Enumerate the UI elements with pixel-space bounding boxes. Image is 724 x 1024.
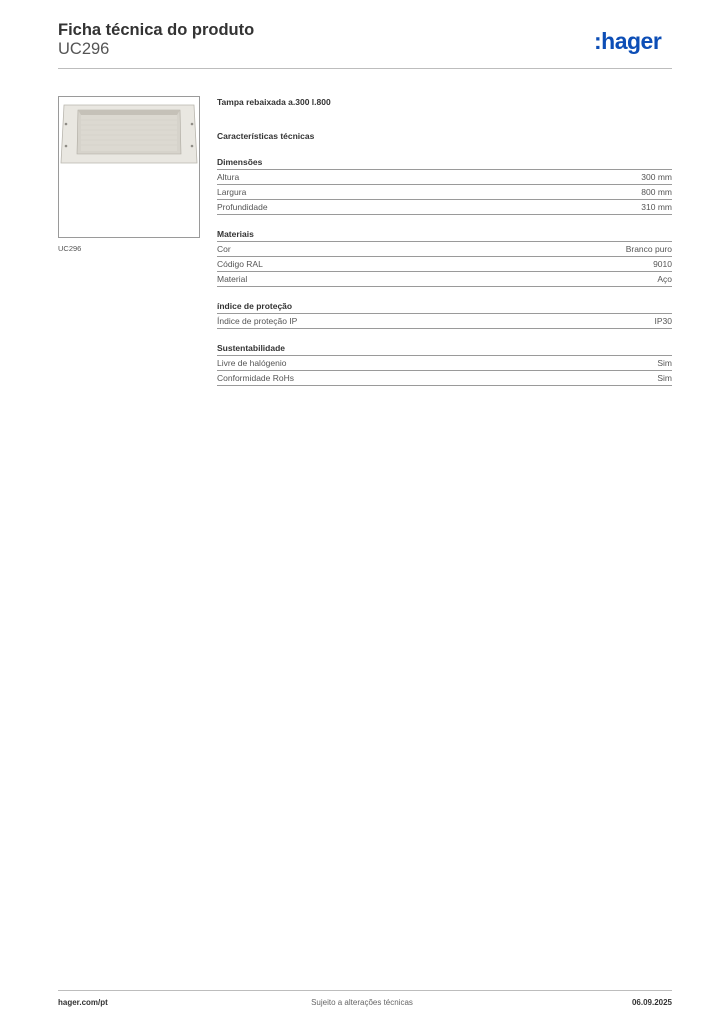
spec-label: Livre de halógenio xyxy=(217,358,287,368)
recessed-cover-illustration xyxy=(59,97,199,237)
footer-divider xyxy=(58,990,672,991)
product-code-heading: UC296 xyxy=(58,40,110,58)
spec-label: Profundidade xyxy=(217,202,268,212)
spec-value: 300 mm xyxy=(641,172,672,182)
spec-label: Código RAL xyxy=(217,259,263,269)
hager-logo xyxy=(594,27,674,57)
spec-group-materials xyxy=(217,228,672,287)
spec-row xyxy=(217,170,672,185)
spec-value: IP30 xyxy=(654,316,672,326)
group-title: Dimensões xyxy=(217,156,672,170)
spec-row xyxy=(217,257,672,272)
spec-group-dimensions xyxy=(217,156,672,215)
spec-value: Aço xyxy=(657,274,672,284)
header-divider xyxy=(58,68,672,69)
spec-row xyxy=(217,314,672,329)
spec-content xyxy=(217,96,672,386)
spec-label: Material xyxy=(217,274,248,284)
spec-label: Conformidade RoHs xyxy=(217,373,295,383)
spec-label: Cor xyxy=(217,244,231,254)
spec-value: Sim xyxy=(657,358,672,368)
image-caption: UC296 xyxy=(58,244,82,253)
group-title: Sustentabilidade xyxy=(217,342,672,356)
footer-website-link[interactable]: hager.com/pt xyxy=(58,998,108,1007)
spec-label: Altura xyxy=(217,172,240,182)
group-title: Materiais xyxy=(217,228,672,242)
spec-value: 9010 xyxy=(653,259,672,269)
spec-label: Índice de proteção IP xyxy=(217,316,298,326)
spec-label: Largura xyxy=(217,187,247,197)
svg-text::hager: :hager xyxy=(594,28,662,54)
footer-date: 06.09.2025 xyxy=(631,998,672,1007)
spec-value: Sim xyxy=(657,373,672,383)
spec-row xyxy=(217,185,672,200)
spec-row xyxy=(217,242,672,257)
spec-value: 310 mm xyxy=(641,202,672,212)
spec-value: Branco puro xyxy=(625,244,672,254)
spec-heading: Características técnicas xyxy=(217,131,315,141)
spec-row xyxy=(217,200,672,215)
spec-group-protection xyxy=(217,300,672,329)
product-name: Tampa rebaixada a.300 l.800 xyxy=(217,97,331,107)
spec-group-sustainability xyxy=(217,342,672,386)
spec-value: 800 mm xyxy=(641,187,672,197)
footer-note: Sujeito a alterações técnicas xyxy=(311,998,413,1007)
group-title: índice de proteção xyxy=(217,300,672,314)
spec-row xyxy=(217,356,672,371)
document-title: Ficha técnica do produto xyxy=(58,21,255,39)
spec-row xyxy=(217,371,672,386)
spec-row xyxy=(217,272,672,287)
product-image xyxy=(58,96,200,238)
